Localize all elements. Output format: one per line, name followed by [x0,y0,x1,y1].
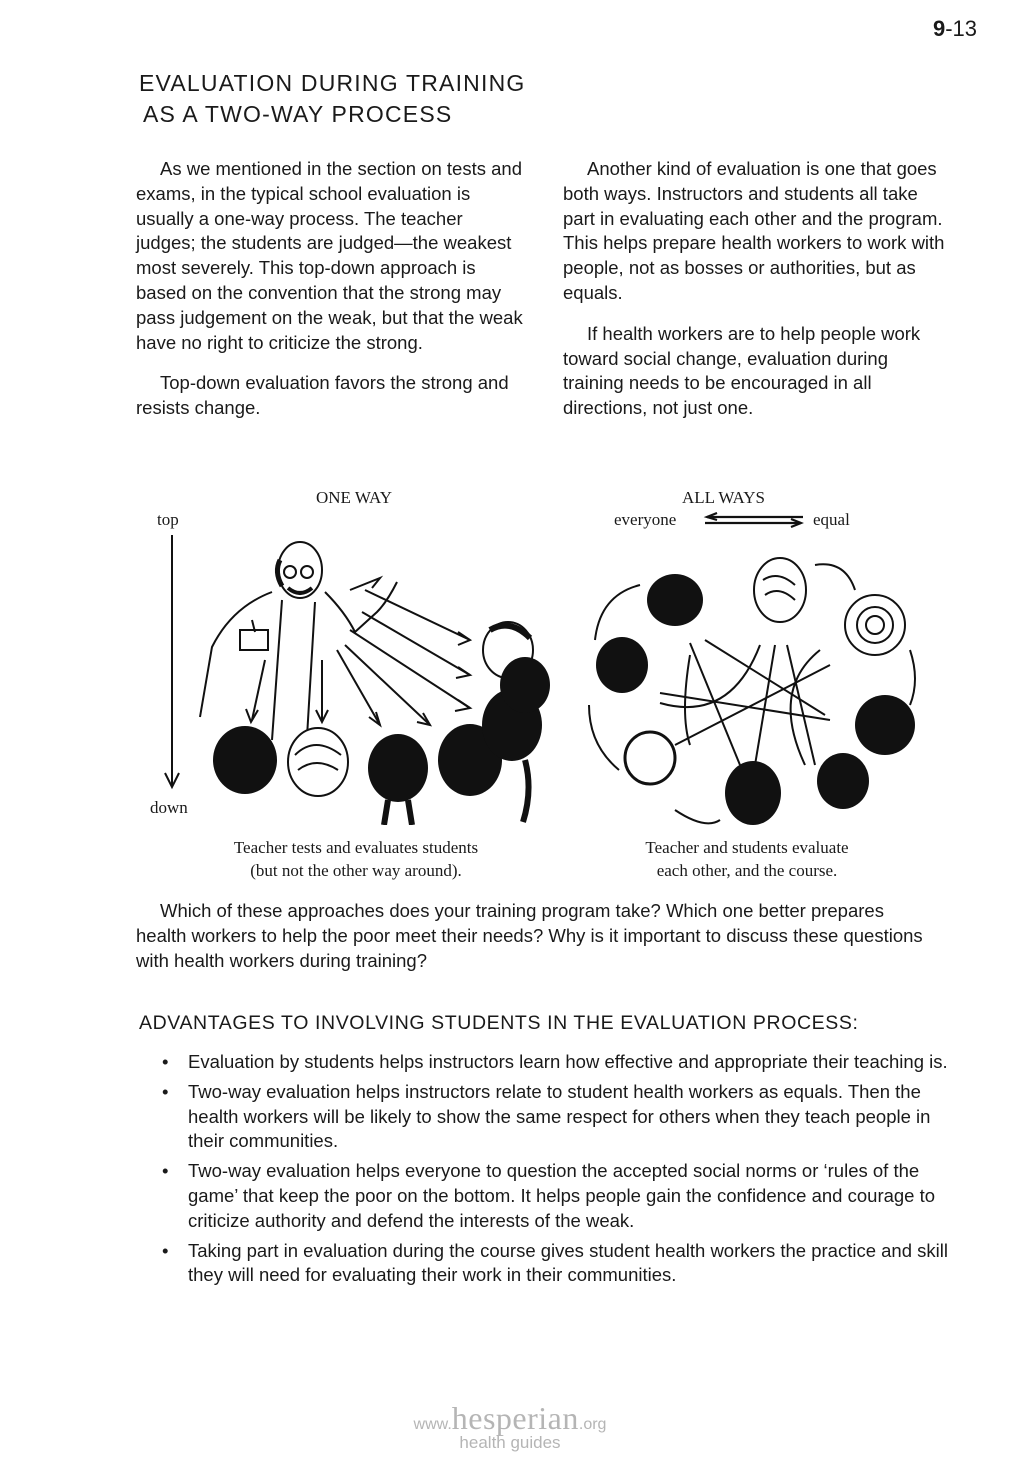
evaluation-arrows [246,590,470,725]
watermark-www: www. [413,1416,452,1433]
caption-line-2: (but not the other way around). [250,861,462,880]
caption-line-1: Teacher tests and evaluates students [233,838,479,857]
page-number [933,16,977,42]
bullet-icon: • [162,1160,169,1182]
list-item-text: Two-way evaluation helps instructors relate to student health workers as equals. Then the health workers will be likely to show the same respect for others when they teach people in their communities. [188,1080,931,1152]
one-way-title: ONE WAY [316,488,393,507]
teacher-body [200,582,397,740]
title-line-1: EVALUATION DURING TRAINING [139,70,526,96]
caption-line-2: each other, and the course. [656,861,838,880]
paragraph: As we mentioned in the section on tests and exams, in the typical school evaluation is usually a one-way process. The teacher judges; the students are judged—the weakest most severely. This top-down approach is based on the convention that the strong may pass judgement on the weak, but that the weak have no right to criticize the strong. [136,158,523,353]
title-line-2: AS A TWO-WAY PROCESS [143,101,453,127]
bullet-icon: • [162,1080,169,1102]
watermark-tld: .org [578,1416,607,1433]
one-way-illustration [140,530,560,825]
page-title [139,68,525,130]
advantages-list [162,1050,952,1293]
right-column [563,157,953,437]
watermark-brand: hesperian [451,1400,579,1436]
bidirectional-arrow-icon [703,512,805,528]
left-column [136,157,526,437]
list-item-text: Taking part in evaluation during the course gives student health workers the practice and skill they will need for evaluating their work in their communities. [188,1239,948,1286]
caption-line-1: Teacher and students evaluate [645,838,849,857]
axis-down-label: down [150,798,188,817]
all-ways-caption [602,836,892,882]
equal-label: equal [813,510,850,529]
watermark-tagline: health guides [459,1433,561,1452]
list-item-text: Evaluation by students helps instructors learn how effective and appropriate their teaching is. [188,1051,948,1072]
bullet-icon: • [162,1239,169,1261]
list-item [162,1050,952,1075]
everyone-label: everyone [614,510,677,529]
list-item [162,1159,952,1233]
list-item [162,1239,952,1289]
circle-heads [596,558,915,825]
hesperian-watermark [390,1400,630,1452]
student-heads [213,622,550,825]
axis-top-label: top [157,510,179,529]
list-item [162,1080,952,1154]
paragraph: Another kind of evaluation is one that goes both ways. Instructors and students all take part in evaluating each other and the program. This helps prepare health workers to work with people, not as bosses or authorities, but as equals. [563,158,945,303]
paragraph: If health workers are to help people work toward social change, evaluation during training needs to be encouraged in all directions, not just one. [563,322,921,419]
bullet-icon: • [162,1051,169,1072]
all-ways-illustration [575,545,925,835]
discussion-question: Which of these approaches does your training program take? Which one better prepares health workers to help the poor meet their needs? Why is it important to discuss these questions with health workers during training? [136,900,923,971]
paragraph: Top-down evaluation favors the strong and resists change. [136,372,509,419]
advantages-heading: ADVANTAGES TO INVOLVING STUDENTS IN THE EVALUATION PROCESS: [139,1012,859,1034]
page-number-suffix: -13 [945,16,977,41]
all-ways-title: ALL WAYS [682,488,765,507]
chapter-number: 9 [932,16,946,41]
list-item-text: Two-way evaluation helps everyone to question the accepted social norms or ‘rules of the game’ that keep the poor on the bottom. It helps people gain the confidence and courage to criticize authority and defend the interests of the weak. [188,1160,936,1231]
one-way-caption [186,836,526,882]
